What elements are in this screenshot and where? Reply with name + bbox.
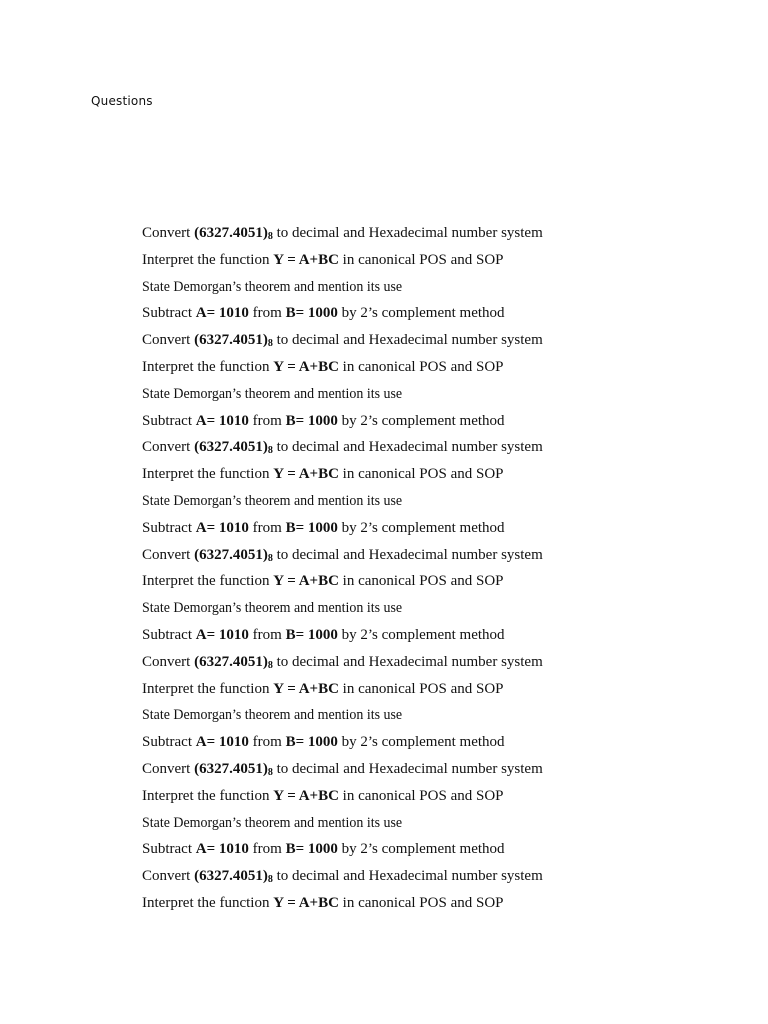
question-text	[142, 545, 543, 567]
question-text	[142, 330, 543, 352]
question-text-part: by 2’s complement method	[337, 412, 505, 429]
question-text-part: Interpret the function	[142, 466, 274, 483]
question-text	[142, 437, 543, 459]
question-text-part: to decimal and Hexadecimal number system	[272, 653, 543, 670]
question-text-part: to decimal and Hexadecimal number system	[272, 546, 543, 563]
question-text	[142, 223, 543, 245]
question-value: B= 1000	[285, 305, 338, 322]
question-text-part: to decimal and Hexadecimal number system	[272, 332, 543, 349]
question-value: Y = A+BC	[273, 787, 339, 804]
question-text-part: Subtract	[142, 519, 196, 536]
question-text-part: in canonical POS and SOP	[338, 358, 504, 375]
question-text-part: in canonical POS and SOP	[338, 573, 504, 590]
question-text-part: Subtract	[142, 734, 196, 751]
question-value: Y = A+BC	[273, 466, 339, 483]
question-value: B= 1000	[285, 841, 338, 858]
question-text-part: Interpret the function	[142, 787, 274, 804]
question-value: A= 1010	[195, 841, 249, 858]
question-text-part: to decimal and Hexadecimal number system	[272, 760, 543, 777]
question-text-part: in canonical POS and SOP	[338, 680, 504, 697]
question-text	[142, 759, 543, 781]
number-base-subscript: 8	[267, 766, 273, 778]
question-text-part: from	[248, 305, 286, 322]
question-value: (6327.4051)	[194, 439, 268, 456]
question-value: B= 1000	[285, 519, 338, 536]
question-value: Y = A+BC	[273, 894, 339, 911]
question-text	[142, 625, 505, 645]
question-value: B= 1000	[285, 734, 338, 751]
question-text	[142, 893, 504, 913]
question-value: B= 1000	[285, 412, 338, 429]
question-text-part: State Demorgan’s theorem and mention its use	[142, 707, 403, 724]
question-text-part: Interpret the function	[142, 358, 274, 375]
question-value: A= 1010	[195, 626, 249, 643]
question-text-part: State Demorgan’s theorem and mention its use	[142, 385, 403, 402]
question-text-part: Interpret the function	[142, 573, 274, 590]
question-text	[142, 250, 504, 270]
question-text	[142, 732, 505, 752]
question-value: (6327.4051)	[194, 546, 268, 563]
number-base-subscript: 8	[267, 445, 273, 457]
question-value: (6327.4051)	[194, 225, 268, 241]
question-text-part: to decimal and Hexadecimal number system	[272, 225, 543, 241]
question-text-part: State Demorgan’s theorem and mention its use	[142, 492, 403, 509]
question-text-part: by 2’s complement method	[337, 841, 505, 858]
question-text	[142, 491, 422, 511]
question-text-part: State Demorgan’s theorem and mention its use	[142, 278, 403, 295]
question-text	[142, 384, 422, 404]
question-value: B= 1000	[285, 626, 338, 643]
question-value: Y = A+BC	[273, 573, 339, 590]
question-value: (6327.4051)	[194, 760, 268, 777]
page-heading: Questions	[91, 94, 153, 108]
question-text-part: from	[248, 519, 286, 536]
question-text-part: Subtract	[142, 841, 196, 858]
question-value: A= 1010	[195, 519, 249, 536]
question-text	[142, 705, 422, 725]
question-text-part: Convert	[142, 760, 195, 777]
question-value: A= 1010	[195, 734, 249, 751]
question-text	[142, 679, 504, 699]
number-base-subscript: 8	[267, 659, 273, 671]
question-value: A= 1010	[195, 305, 249, 322]
question-text-part: in canonical POS and SOP	[338, 251, 504, 268]
question-text-part: to decimal and Hexadecimal number system	[272, 439, 543, 456]
question-text-part: Convert	[142, 546, 195, 563]
question-text	[142, 518, 505, 538]
question-value: Y = A+BC	[273, 358, 339, 375]
number-base-subscript: 8	[267, 552, 273, 564]
question-text	[142, 786, 504, 806]
question-text	[142, 652, 543, 674]
question-text-part: from	[248, 412, 286, 429]
question-text	[142, 277, 422, 297]
question-text-part: by 2’s complement method	[337, 305, 505, 322]
question-value: Y = A+BC	[273, 251, 339, 268]
question-value: (6327.4051)	[194, 332, 268, 349]
question-text-part: Convert	[142, 653, 195, 670]
question-text-part: Convert	[142, 868, 195, 885]
question-value: (6327.4051)	[194, 868, 268, 885]
question-text-part: State Demorgan’s theorem and mention its use	[142, 814, 403, 831]
question-text-part: Interpret the function	[142, 894, 274, 911]
question-text-part: State Demorgan’s theorem and mention its use	[142, 600, 403, 617]
question-value: (6327.4051)	[194, 653, 268, 670]
question-text-part: Subtract	[142, 412, 196, 429]
question-text	[142, 813, 422, 833]
question-text-part: from	[248, 841, 286, 858]
question-text-part: Interpret the function	[142, 251, 274, 268]
number-base-subscript: 8	[267, 231, 273, 242]
question-text-part: in canonical POS and SOP	[338, 466, 504, 483]
question-text	[142, 464, 504, 484]
question-text	[142, 598, 422, 618]
question-text-part: in canonical POS and SOP	[338, 894, 504, 911]
question-text-part: Convert	[142, 332, 195, 349]
question-text-part: to decimal and Hexadecimal number system	[272, 868, 543, 885]
question-text-part: Subtract	[142, 626, 196, 643]
question-text	[142, 303, 505, 323]
question-text-part: by 2’s complement method	[337, 519, 505, 536]
question-text-part: from	[248, 626, 286, 643]
question-text-part: from	[248, 734, 286, 751]
question-text-part: Convert	[142, 439, 195, 456]
question-text	[142, 571, 504, 591]
question-text	[142, 357, 504, 377]
question-text-part: Convert	[142, 225, 195, 241]
number-base-subscript: 8	[267, 874, 273, 886]
question-text-part: Interpret the function	[142, 680, 274, 697]
question-value: A= 1010	[195, 412, 249, 429]
number-base-subscript: 8	[267, 338, 273, 350]
question-text	[142, 839, 505, 859]
question-text-part: by 2’s complement method	[337, 626, 505, 643]
question-value: Y = A+BC	[273, 680, 339, 697]
question-text	[142, 411, 505, 431]
question-text-part: Subtract	[142, 305, 196, 322]
question-text-part: by 2’s complement method	[337, 734, 505, 751]
question-text	[142, 866, 543, 888]
question-text-part: in canonical POS and SOP	[338, 787, 504, 804]
